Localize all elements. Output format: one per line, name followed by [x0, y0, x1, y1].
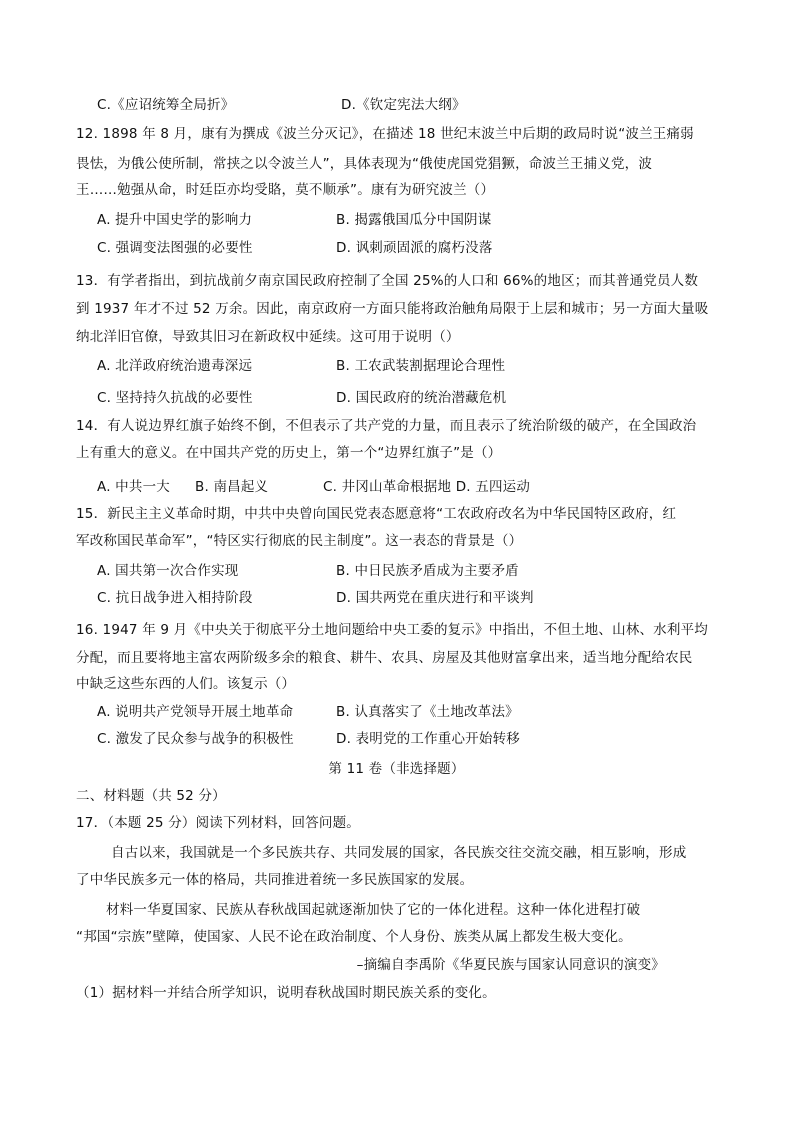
q15-option-a: A. 国共第一次合作实现 [97, 563, 239, 579]
q12-stem-line1: 12. 1898 年 8 月，康有为撰成《波兰分灭记》，在描述 18 世纪末波兰中后期的政局时说“波兰王痛弱 [76, 126, 694, 142]
q13-stem-line1: 13．有学者指出，到抗战前夕南京国民政府控制了全国 25%的人口和 66%的地区；而其普通党员人数 [76, 273, 699, 289]
part2-heading: 二、材料题（共 52 分） [76, 788, 226, 804]
q16-option-c: C. 激发了民众参与战争的积极性 [97, 731, 294, 747]
q14-stem-line1: 14．有人说边界红旗子始终不倒，不但表示了共产党的力量，而且表示了统治阶级的破产，在全国政治 [76, 418, 697, 434]
q11-option-d: D.《钦定宪法大纲》 [341, 97, 466, 113]
q17-material1-line1: 材料一华夏国家、民族从春秋战国起就逐渐加快了它的一体化进程。这种一体化进程打破 [106, 902, 641, 918]
q12-option-b: B. 揭露俄国瓜分中国阴谋 [336, 212, 492, 228]
q11-option-c: C.《应诏统筹全局折》 [97, 97, 235, 113]
q14-option-b: B. 南昌起义 [195, 479, 269, 495]
q13-stem-line2: 到 1937 年才不过 52 万余。因此，南京政府一方面只能将政治触角局限于上层和城市；另一方面大量吸 [76, 301, 709, 317]
q15-option-c: C. 抗日战争进入相持阶段 [97, 590, 253, 606]
q17-source: –摘编自李禹阶《华夏民族与国家认同意识的演变》 [356, 957, 665, 973]
q16-option-a: A. 说明共产党领导开展土地革命 [97, 704, 294, 720]
q12-stem-line3: 王……勉强从命，时廷臣亦均受賂，莫不顺承”。康有为研究波兰（） [76, 182, 495, 198]
q13-option-c: C. 坚持持久抗战的必要性 [97, 390, 253, 406]
section-title: 第 11 卷（非选择题） [328, 761, 465, 777]
q13-option-d: D. 国民政府的统治潜藏危机 [336, 390, 507, 406]
q12-option-a: A. 提升中国史学的影响力 [97, 212, 253, 228]
q14-stem-line2: 上有重大的意义。在中国共产党的历史上，第一个“边界红旗子”是（） [76, 445, 502, 461]
q16-option-d: D. 表明党的工作重心开始转移 [336, 731, 520, 747]
q17-intro: 17．（本题 25 分）阅读下列材料，回答问题。 [76, 815, 360, 831]
q14-option-cd: C. 井冈山革命根据地 D. 五四运动 [323, 479, 531, 495]
q12-option-d: D. 讽刺顽固派的腐朽没落 [336, 240, 493, 256]
q16-stem-line1: 16. 1947 年 9 月《中央关于彻底平分土地问题给中央工委的复示》中指出，不但土地、山林、水利平均 [76, 622, 708, 638]
q17-para1-line1: 自古以来，我国就是一个多民族共存、共同发展的国家，各民族交往交流交融，相互影响，形成 [111, 845, 687, 861]
q15-option-b: B. 中日民族矛盾成为主要矛盾 [336, 563, 519, 579]
q15-stem-line1: 15．新民主主义革命时期，中共中央曾向国民党表态愿意将“工农政府改名为中华民国特区政府，红 [76, 506, 677, 522]
q13-option-a: A. 北洋政府统治遗毒深远 [97, 358, 253, 374]
q17-subquestion-1: （1）据材料一并结合所学知识，说明春秋战国时期民族关系的变化。 [76, 985, 496, 1001]
q15-stem-line2: 军改称国民革命军”，“特区实行彻底的民主制度”。这一表态的背景是（） [76, 533, 523, 549]
q12-stem-line2: 畏怯，为俄公使所制，常挟之以令波兰人”，具体表现为“俄使虎国党猖獗，命波兰王捕义党，波 [76, 156, 653, 172]
q16-stem-line2: 分配，而且要将地主富农两阶级多余的粮食、耕牛、农具、房屋及其他财富拿出来，适当地分配给农民 [76, 650, 693, 666]
q15-option-d: D. 国共两党在重庆进行和平谈判 [336, 590, 534, 606]
q13-stem-line3: 纳北洋旧官僚，导致其旧习在新政权中延续。这可用于说明（） [76, 329, 460, 345]
q17-material1-line2: “邦国“宗族”壁障，使国家、人民不论在政治制度、个人身份、族类从属上都发生极大变化。 [76, 929, 632, 945]
q16-stem-line3: 中缺乏这些东西的人们。该复示（） [76, 676, 296, 692]
q17-para1-line2: 了中华民族多元一体的格局，共同推进着统一多民族国家的发展。 [76, 872, 474, 888]
q16-option-b: B. 认真落实了《土地改革法》 [336, 704, 519, 720]
q14-option-a: A. 中共一大 [97, 479, 170, 495]
q13-option-b: B. 工农武装割据理论合理性 [336, 358, 506, 374]
q12-option-c: C. 强调变法图强的必要性 [97, 240, 253, 256]
